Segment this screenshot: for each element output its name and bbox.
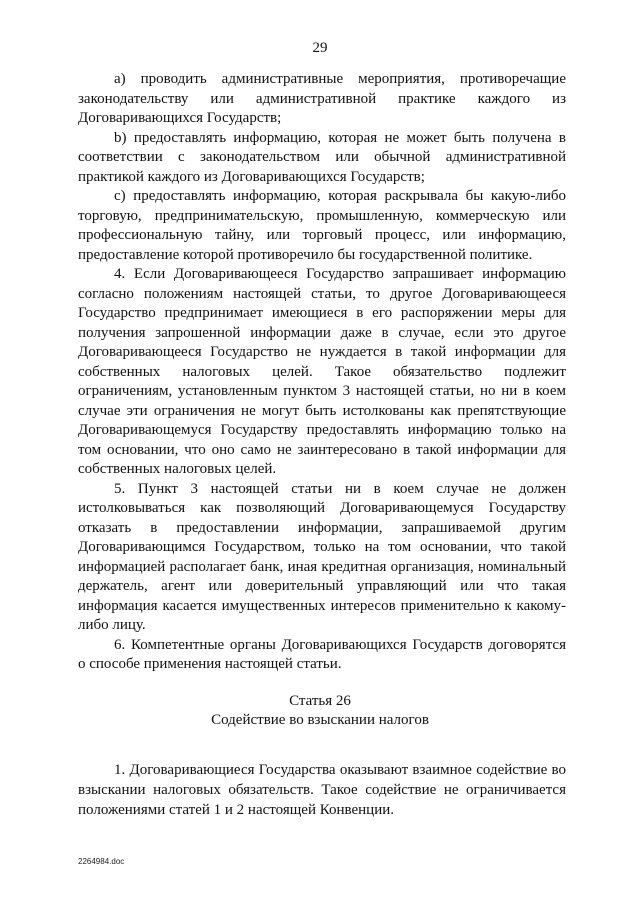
article-26-paragraph-1: 1. Договаривающиеся Государства оказывают взаимное содействие во взыскании налоговых обязательств. Такое содействие не ограничивается положениями статей 1 и 2 настоящей Конвенции. [78,762,566,818]
paragraph-5: 5. Пункт 3 настоящей статьи ни в коем случае не должен истолковываться как позволяющий Договаривающемуся Государству отказать в предоставлении информации, запрашиваемой другим Договаривающимся Государством, только на том основании, что такой информацией располагает банк, иная кредитная организация, номинальный держатель, агент или доверительный управляющий или что такая информация касается имущественных интересов применительно к какому-либо лицу. [78,480,566,633]
article-title-heading: Содействие во взыскании налогов [211,712,429,728]
paragraph-6: 6. Компетентные органы Договаривающихся Государств договорятся о способе применения настоящей статьи. [78,636,566,672]
article-26-body [78,760,566,820]
clause-a: a) проводить административные мероприятия, противоречащие законодательству или административной практике каждого из Договаривающихся Государств; [78,71,566,126]
article-number-heading: Статья 26 [289,693,351,709]
article-25-continuation [78,70,566,675]
clause-b: b) предоставлять информацию, которая не может быть получена в соответствии с законодательством или обычной административной практикой каждого из Договаривающихся Государств; [78,129,566,185]
clause-c: c) предоставлять информацию, которая раскрывала бы какую-либо торговую, предпринимательскую, промышленную, коммерческую или профессиональную тайну, или торговый процесс, или информацию, предоставление которой противоречило бы государственной политике. [78,188,566,263]
page-number: 29 [312,40,328,56]
paragraph-4: 4. Если Договаривающееся Государство запрашивает информацию согласно положениям настоящей статьи, то другое Договаривающееся Государство предпринимает имеющиеся в его распоряжении меры для получения запрошенной информации даже в случае, если это другое Договаривающееся Государство не нуждается в такой информации для собственных налоговых целей. Такое обязательство подлежит ограничениям, установленным пунктом 3 настоящей статьи, но ни в коем случае эти ограничения не могут быть истолкованы как препятствующие Договаривающемуся Государству предоставлять информацию только на том основании, что оно само не заинтересовано в такой информации для собственных налоговых целей. [78,266,566,477]
document-code-footer: 2264984.doc [78,857,125,866]
